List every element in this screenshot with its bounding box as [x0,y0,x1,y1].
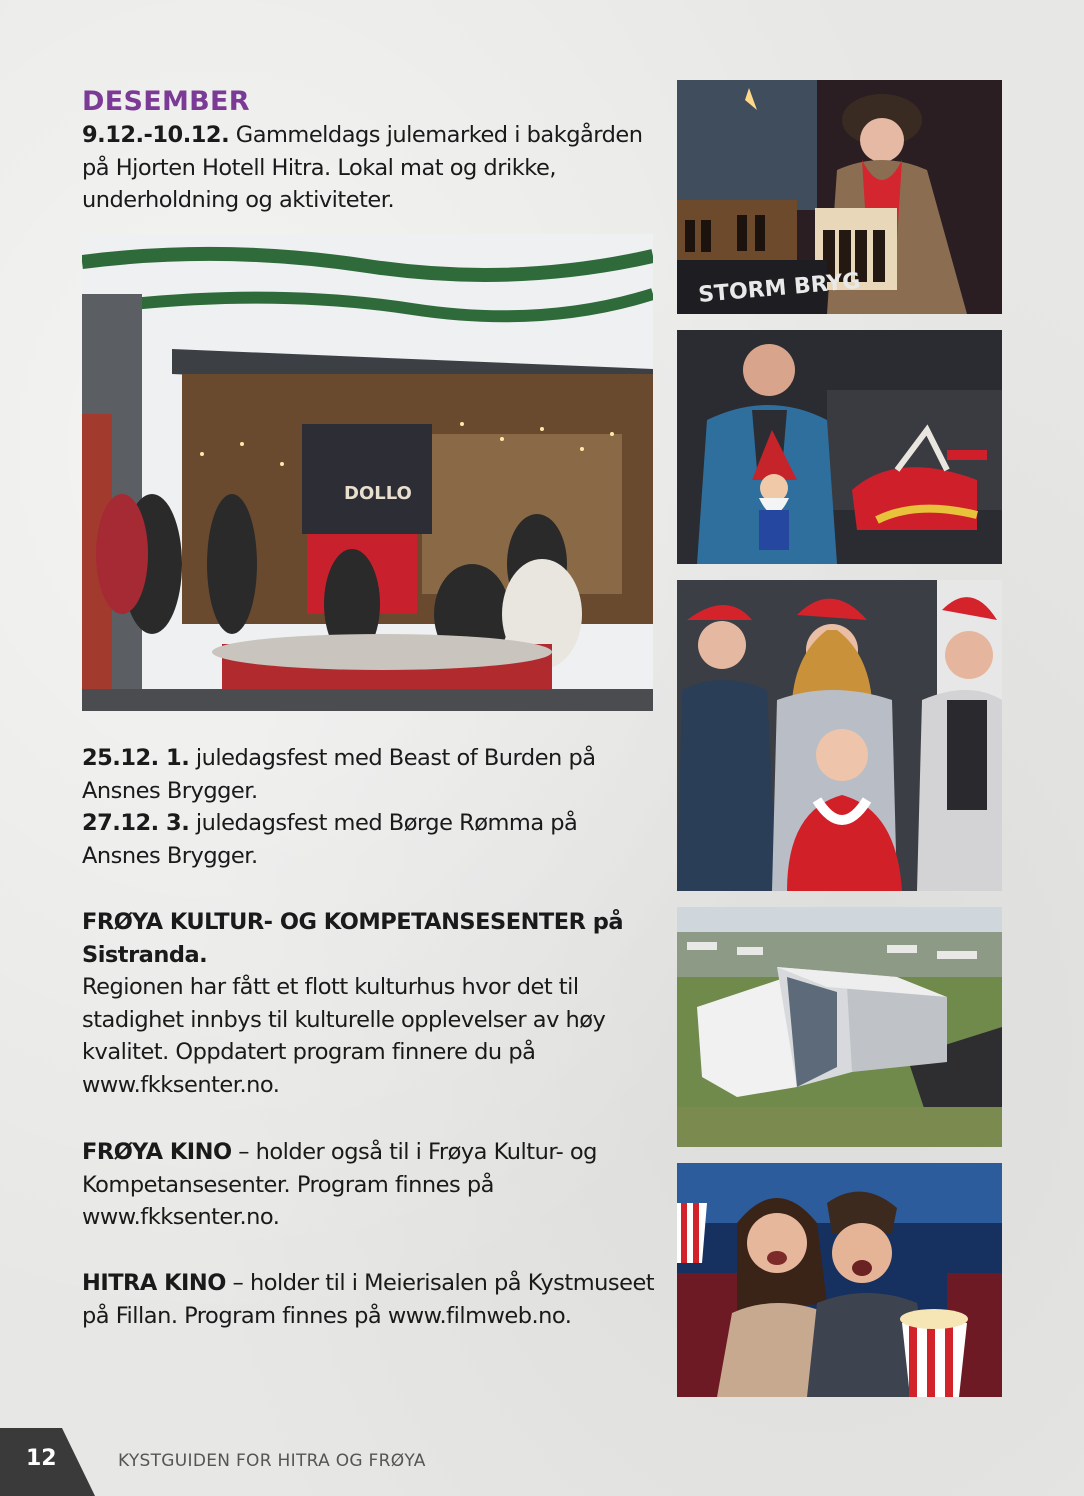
culture-center-block [82,906,662,1101]
cinema-paragraph [82,1267,662,1332]
cinema-paragraph [82,1136,662,1234]
cinema-audience-photo [677,1163,1002,1397]
footer-title: KYSTGUIDEN FOR HITRA OG FRØYA [118,1451,426,1471]
culture-center-title: FRØYA KULTUR- OG KOMPETANSESENTER på Sistranda. [82,909,624,968]
brewery-sign-text: STORM BRYG [697,268,862,308]
event-paragraph [82,119,662,217]
brewery-photo [677,80,1002,314]
month-heading: DESEMBER [82,86,250,117]
event-date: 27.12. 3. [82,810,190,836]
gnome-photo [677,330,1002,564]
event-text: juledagsfest med Børge Rømma på Ansnes Brygger. [82,810,578,869]
hitra-kino-block [82,1267,662,1332]
cinema-name: HITRA KINO [82,1270,226,1296]
event-date: 25.12. 1. [82,745,190,771]
cinema-name: FRØYA KINO [82,1139,232,1165]
cinema-text: – holder til i Meierisalen på Kystmuseet på Fillan. Program finnes på www.filmweb.no. [82,1270,655,1329]
christmas-market-photo [82,234,653,711]
event-paragraph [82,742,662,807]
culture-center-text: Regionen har fått et flott kulturhus hvor det til stadighet innbys til kulturelle opplevelser av høy kvalitet. Oppdatert program finnere du på www.fkksenter.no. [82,974,606,1098]
page-number: 12 [26,1446,57,1471]
event-block-2 [82,742,662,872]
cinema-text: – holder også til i Frøya Kultur- og Kompetansesenter. Program finnes på www.fkksenter.no. [82,1139,597,1230]
event-paragraph [82,807,662,872]
culture-center-aerial-photo [677,907,1002,1147]
santa-hats-photo [677,580,1002,891]
event-text: juledagsfest med Beast of Burden på Ansnes Brygger. [82,745,596,804]
event-text: Gammeldags julemarked i bakgården på Hjorten Hotell Hitra. Lokal mat og drikke, underholdning og aktiviteter. [82,122,643,213]
froya-kino-block [82,1136,662,1234]
event-date: 9.12.-10.12. [82,122,230,148]
event-block-1 [82,119,662,217]
stall-sign-text: DOLLO [344,483,412,504]
